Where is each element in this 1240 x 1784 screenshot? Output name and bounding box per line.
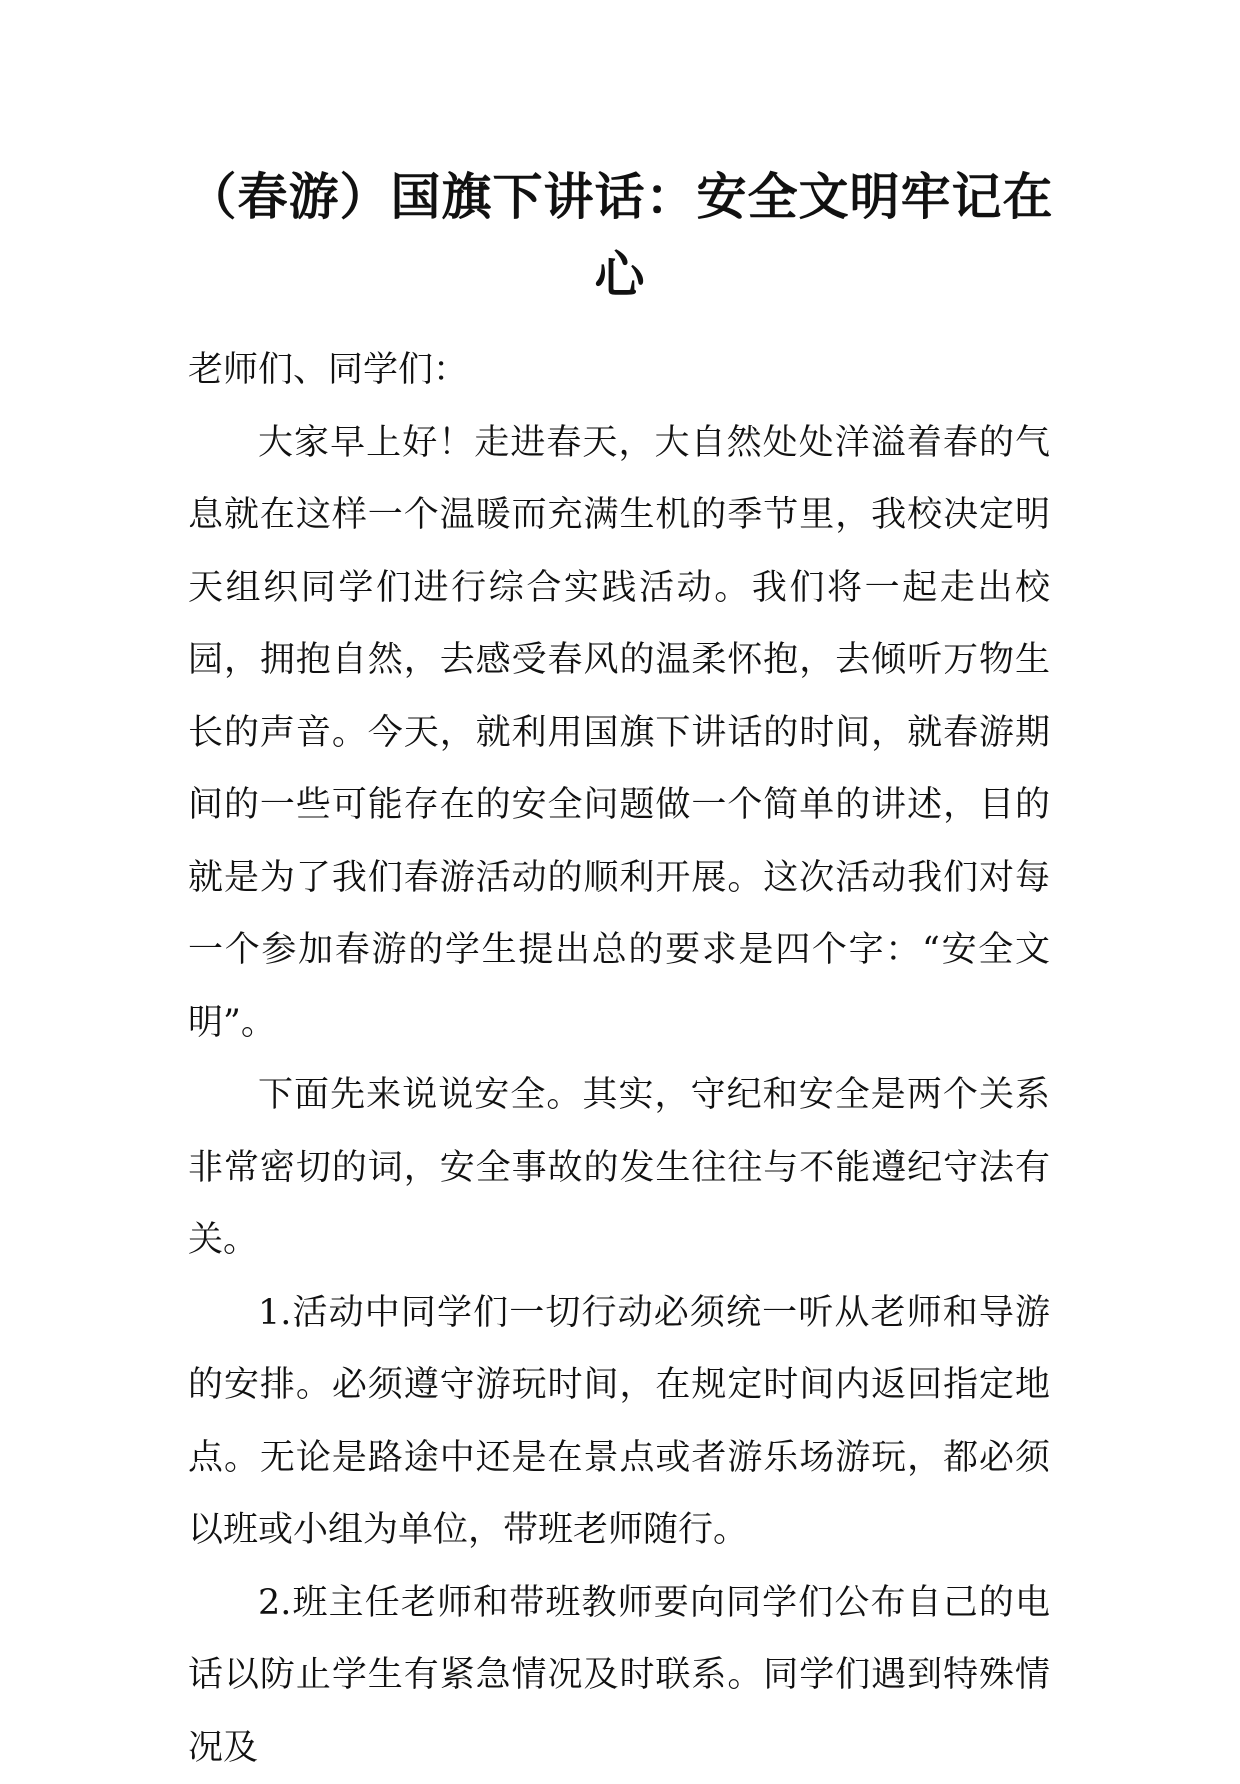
- paragraph: 2.班主任老师和带班教师要向同学们公布自己的电话以防止学生有紧急情况及时联系。同学们遇到特殊情况及: [188, 1567, 1050, 1784]
- paragraph: 大家早上好！走进春天，大自然处处洋溢着春的气息就在这样一个温暖而充满生机的季节里，我校决定明天组织同学们进行综合实践活动。我们将一起走出校园，拥抱自然，去感受春风的温柔怀抱，去倾听万物生长的声音。今天，就利用国旗下讲话的时间，就春游期间的一些可能存在的安全问题做一个简单的讲述，目的就是为了我们春游活动的顺利开展。这次活动我们对每一个参加春游的学生提出总的要求是四个字：“安全文明”。: [188, 407, 1050, 1060]
- document-title: （春游）国旗下讲话：安全文明牢记在心: [180, 158, 1060, 314]
- document-body: [188, 334, 1050, 1784]
- paragraph: 1.活动中同学们一切行动必须统一听从老师和导游的安排。必须遵守游玩时间，在规定时间内返回指定地点。无论是路途中还是在景点或者游乐场游玩，都必须以班或小组为单位，带班老师随行。: [188, 1277, 1050, 1567]
- paragraph: 下面先来说说安全。其实，守纪和安全是两个关系非常密切的词，安全事故的发生往往与不能遵纪守法有关。: [188, 1059, 1050, 1277]
- salutation: 老师们、同学们：: [188, 334, 1050, 407]
